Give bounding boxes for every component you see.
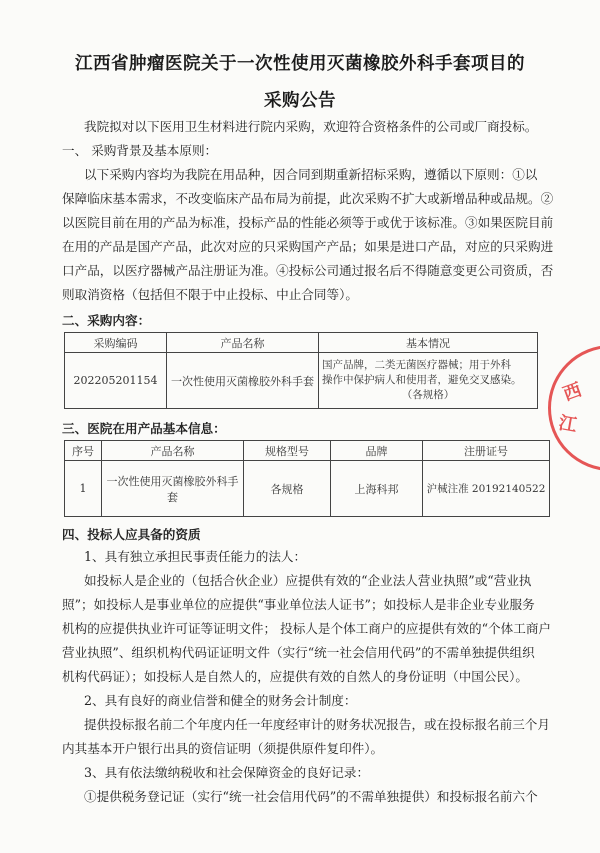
section-1-text-line: 以医院目前在用的产品为标准，投标产品的性能必须等于或优于该标准。③如果医院目前 <box>62 215 554 230</box>
table-cell: 上海科邦 <box>331 461 423 517</box>
qualification-heading: 1、具有独立承担民事责任能力的法人： <box>84 549 307 564</box>
product-name-cell: 一次性使用灭菌橡胶外科手套 <box>167 353 319 409</box>
qualification-text-line: 机构的应提供执业许可证等证明文件； 投标人是个体工商户的应提供有效的“个体工商户 <box>62 621 552 636</box>
qualification-heading: 3、具有依法缴纳税收和社会保障资金的良好记录： <box>84 765 370 780</box>
document-title-line-2: 采购公告 <box>264 91 336 111</box>
section-1-text-line: 在用的产品是国产产品，此次对应的只采购国产产品；如果是进口产品，对应的只采购进 <box>62 239 554 254</box>
table-header: 产品名称 <box>167 333 319 353</box>
table-header: 注册证号 <box>423 441 550 461</box>
table-cell: 一次性使用灭菌橡胶外科手套 <box>102 461 244 517</box>
seal-glyph: 江 <box>557 412 579 437</box>
official-seal-stamp <box>548 345 600 471</box>
table-row <box>65 353 538 409</box>
qualification-text-line: 内其基本开户银行出具的资信证明（须提供原件复印件）。 <box>62 741 384 756</box>
basic-info-line: （各规格） <box>401 389 455 401</box>
section-4-heading: 四、投标人应具备的资质 <box>62 527 201 542</box>
table-cell: 沪械注准 20192140522 <box>423 461 550 517</box>
qualification-text-line: 机构代码证）；如投标人是自然人的，应提供有效的自然人的身份证明（中国公民）。 <box>62 669 528 684</box>
table-header: 采购编码 <box>65 333 167 353</box>
purchase-code-cell: 202205201154 <box>65 353 167 409</box>
qualification-text-line: 营业执照”、组织机构代码证证明文件（实行“统一社会信用代码”的不需单独提供组织 <box>62 645 535 660</box>
section-1-text-line: 则取消资格（包括但不限于中止投标、中止合同等）。 <box>62 287 358 302</box>
table-header: 序号 <box>65 441 102 461</box>
table-header: 产品名称 <box>102 441 244 461</box>
section-2-heading: 二、采购内容： <box>62 313 151 328</box>
section-1-text-line: 保障临床基本需求，不改变临床产品布局为前提，此次采购不扩大或新增品种或品规。② <box>62 191 554 206</box>
product-info-table <box>64 440 550 517</box>
section-1-text-line: 以下采购内容均为我院在用品种，因合同到期重新招标采购，遵循以下原则：①以 <box>84 167 538 182</box>
table-header: 规格型号 <box>244 441 331 461</box>
qualification-text-line: 照”；如投标人是事业单位的应提供“事业单位法人证书”；如投标人是非企业专业服务 <box>62 597 535 612</box>
section-1-text-line: 口产品，以医疗器械产品注册证为准。④投标公司通过报名后不得随意变更公司资质，否 <box>62 263 554 278</box>
basic-info-line: 操作中保护病人和使用者，避免交叉感染。 <box>322 374 522 386</box>
basic-info-cell <box>319 353 538 409</box>
seal-glyph: 西 <box>560 379 585 406</box>
qualification-text-line: ①提供税务登记证（实行“统一社会信用代码”的不需单独提供）和投标报名前六个 <box>84 789 538 804</box>
document-title-line-1: 江西省肿瘤医院关于一次性使用灭菌橡胶外科手套项目的 <box>75 54 525 74</box>
table-header: 基本情况 <box>319 333 538 353</box>
qualification-heading: 2、具有良好的商业信誉和健全的财务会计制度： <box>84 693 357 708</box>
section-3-heading: 三、医院在用产品基本信息： <box>62 421 226 436</box>
table-header-row <box>65 441 550 461</box>
basic-info-line: 国产品牌，二类无菌医疗器械；用于外科 <box>322 359 511 371</box>
table-row <box>65 461 550 517</box>
qualification-text-line: 提供投标报名前二个年度内任一年度经审计的财务状况报告，或在投标报名前三个月 <box>84 717 550 732</box>
qualification-text-line: 如投标人是企业的（包括合伙企业）应提供有效的“企业法人营业执照”或“营业执 <box>84 573 532 588</box>
intro-paragraph: 我院拟对以下医用卫生材料进行院内采购，欢迎符合资格条件的公司或厂商投标。 <box>84 119 538 134</box>
table-cell: 1 <box>65 461 102 517</box>
table-header: 品牌 <box>331 441 423 461</box>
table-cell: 各规格 <box>244 461 331 517</box>
section-1-heading: 一、 采购背景及基本原则： <box>62 143 218 158</box>
table-header-row <box>65 333 538 353</box>
procurement-table <box>64 332 538 409</box>
